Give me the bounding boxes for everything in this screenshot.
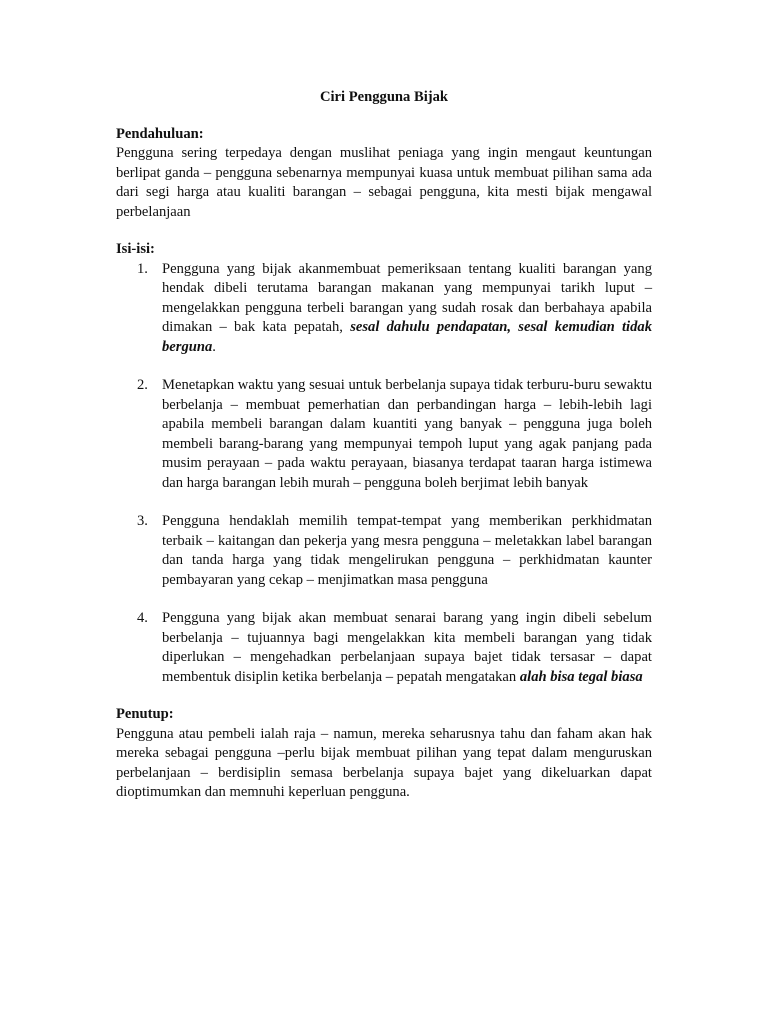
- list-item-tail: .: [212, 338, 216, 355]
- list-item-text: Menetapkan waktu yang sesuai untuk berbelanja supaya tidak terburu-buru sewaktu berbelanja – membuat pemerhatian dan perbandingan harga – lebih-lebih lagi apabila membeli barangan dalam kuantiti yang banyak – pengguna juga boleh membeli barang-barang yang mempunyai tempoh luput yang agak panjang pada musim perayaan – pada waktu perayaan, biasanya terdapat taaran harga istimewa dan harga barangan lebih murah – pengguna boleh berjimat lebih banyak: [162, 377, 652, 491]
- section-spacer: [116, 222, 652, 240]
- list-item-proverb: alah bisa tegal biasa: [519, 668, 643, 685]
- list-item: [116, 260, 652, 358]
- list-item-text: Pengguna yang bijak akan membuat senarai barang yang ingin dibeli sebelum berbelanja – tujuannya bagi mengelakkan kita membeli barangan yang tidak diperlukan – mengehadkan perbelanjaan supaya bajet tidak tersasar – dapat membentuk disiplin ketika berbelanja – pepatah mengatakan: [162, 610, 652, 685]
- closing-paragraph: Pengguna atau pembeli ialah raja – namun, mereka seharusnya tahu dan faham akan hak mereka sebagai pengguna –perlu bijak membuat pilihan yang tepat dalam menguruskan perbelanjaan – berdisiplin semasa berbelanja supaya bajet yang dikeluarkan dapat dioptimumkan dan memnuhi keperluan pengguna.: [116, 725, 652, 800]
- content-points-list: [116, 260, 652, 688]
- list-item-number: 2.: [137, 377, 148, 393]
- list-item-text: Pengguna hendaklah memilih tempat-tempat yang memberikan perkhidmatan terbaik – kaitangan dan pekerja yang mesra pengguna – meletakkan label barangan dan tanda harga yang tidak mengelirukan pengguna – perkhidmatan kaunter pembayaran yang cekap – menjimatkan masa pengguna: [162, 513, 652, 588]
- list-item: [116, 609, 652, 687]
- closing-heading: Penutup:: [116, 706, 174, 722]
- section-spacer: [116, 687, 652, 705]
- list-item-number: 1.: [137, 260, 148, 277]
- list-item: [116, 512, 652, 590]
- document-title: Ciri Pengguna Bijak: [319, 89, 449, 105]
- list-item: [116, 376, 652, 493]
- list-item-proverb: sesal dahulu pendapatan, sesal kemudian tidak berguna: [162, 319, 652, 355]
- list-item-number: 4.: [137, 610, 148, 626]
- intro-paragraph: Pengguna sering terpedaya dengan muslihat peniaga yang ingin mengaut keuntungan berlipat ganda – pengguna sebenarnya mempunyai kuasa untuk membuat pilihan sama ada dari segi harga atau kualiti barangan – sebagai pengguna, kita mesti bijak mengawal perbelanjaan: [116, 145, 652, 220]
- content-heading: Isi-isi:: [116, 241, 155, 257]
- list-item-number: 3.: [137, 513, 148, 529]
- document-page: [116, 88, 652, 803]
- intro-heading: Pendahuluan:: [116, 125, 204, 142]
- list-item-text: Pengguna yang bijak akanmembuat pemeriksaan tentang kualiti barangan yang hendak dibeli terutama barangan makanan yang mempunyai tarikh luput – mengelakkan pengguna terbeli barangan yang sudah rosak dan berbahaya apabila dimakan – bak kata pepatah,: [162, 260, 652, 335]
